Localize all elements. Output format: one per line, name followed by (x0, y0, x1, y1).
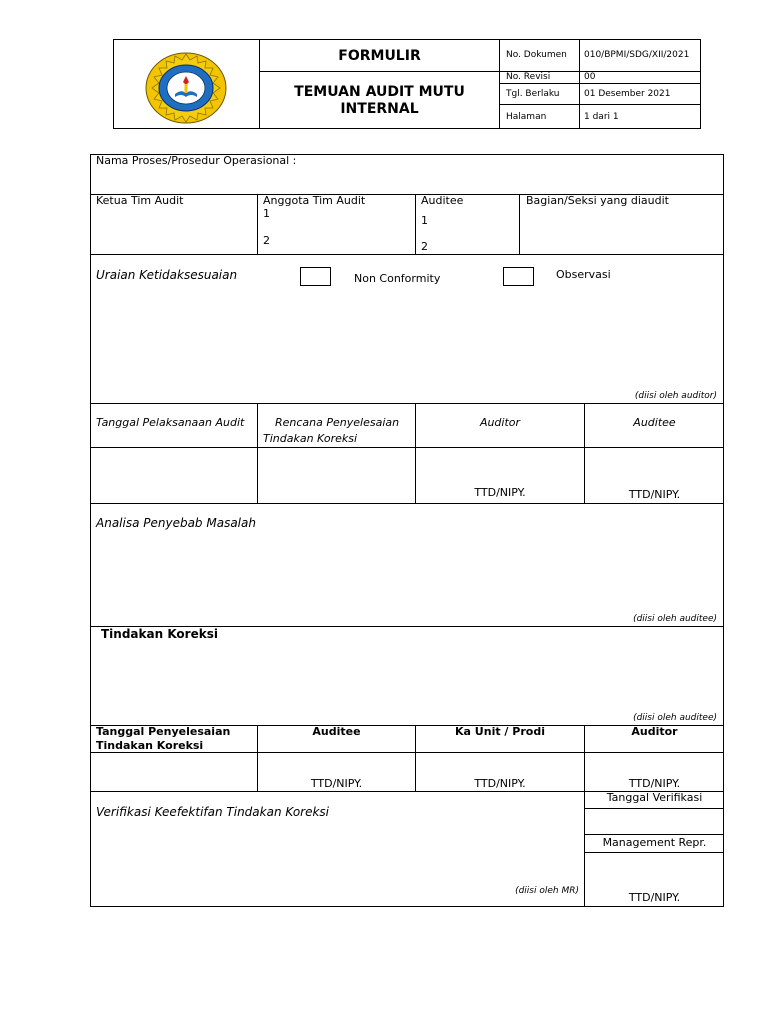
auditee-signature: TTD/NIPY. (310, 777, 363, 790)
verification-label: Verifikasi Keefektifan Tindakan Koreksi (96, 805, 330, 819)
row-divider (584, 834, 724, 835)
col-divider (519, 194, 520, 254)
header-divider (579, 39, 580, 129)
process-name-label: Nama Proses/Prosedur Operasional : (96, 154, 297, 167)
form-title-line-2: INTERNAL (340, 101, 419, 117)
audit-member-2: 2 (263, 234, 270, 247)
audit-lead-label: Ketua Tim Audit (96, 194, 184, 207)
observation-label: Observasi (556, 268, 611, 281)
form-label: FORMULIR (338, 48, 421, 64)
corrective-action-label: Tindakan Koreksi (101, 627, 218, 641)
observation-checkbox[interactable] (503, 267, 534, 286)
audit-members-label: Anggota Tim Audit (263, 194, 366, 207)
audited-department-label: Bagian/Seksi yang diaudit (526, 194, 669, 207)
row-divider (584, 852, 724, 853)
col-divider (257, 194, 258, 254)
root-cause-analysis-label: Analisa Penyebab Masalah (96, 516, 256, 530)
header-divider (259, 71, 500, 72)
verification-date-label: Tanggal Verifikasi (606, 791, 703, 804)
non-conformity-checkbox[interactable] (300, 267, 331, 286)
audit-member-1: 1 (263, 207, 270, 220)
non-conformity-label: Non Conformity (354, 272, 441, 285)
row-divider (90, 503, 724, 504)
meta-value-document-no: 010/BPMI/SDG/XII/2021 (584, 50, 690, 60)
auditee-2: 2 (421, 240, 428, 253)
filled-by-auditee-note: (diisi oleh auditee) (633, 713, 717, 723)
meta-label-revision: No. Revisi (506, 72, 551, 82)
meta-value-revision: 00 (584, 72, 596, 82)
filled-by-auditor-note: (diisi oleh auditor) (634, 391, 717, 401)
auditee-header: Auditee (633, 416, 676, 429)
completion-auditee-header: Auditee (312, 725, 361, 738)
institution-logo (145, 52, 227, 124)
row-divider (90, 403, 724, 404)
row-divider (90, 254, 724, 255)
auditee-label: Auditee (421, 194, 464, 207)
meta-value-page: 1 dari 1 (584, 112, 619, 122)
audit-date-header: Tanggal Pelaksanaan Audit (96, 416, 245, 429)
meta-label-effective-date: Tgl. Berlaku (506, 89, 560, 99)
management-representative-signature: TTD/NIPY. (628, 891, 681, 904)
auditee-signature: TTD/NIPY. (628, 488, 681, 501)
auditee-1: 1 (421, 214, 428, 227)
header-divider (499, 104, 701, 105)
meta-value-effective-date: 01 Desember 2021 (584, 89, 671, 99)
col-divider (415, 194, 416, 254)
unit-head-signature: TTD/NIPY. (474, 777, 526, 790)
nonconformity-description-label: Uraian Ketidaksesuaian (96, 268, 238, 282)
row-divider (90, 752, 724, 753)
correction-plan-header-line-2: Tindakan Koreksi (263, 432, 358, 445)
auditor-signature: TTD/NIPY. (628, 777, 681, 790)
row-divider (584, 808, 724, 809)
col-divider (257, 403, 258, 503)
auditor-header: Auditor (479, 416, 521, 429)
completion-auditor-header: Auditor (631, 725, 678, 738)
completion-date-header-line-1: Tanggal Penyelesaian (96, 725, 231, 738)
header-divider (499, 83, 701, 84)
completion-date-header-line-2: Tindakan Koreksi (96, 739, 204, 752)
row-divider (90, 447, 724, 448)
management-representative-label: Management Repr. (602, 836, 707, 849)
correction-plan-header-line-1: Rencana Penyelesaian (275, 416, 400, 429)
filled-by-mr-note: (diisi oleh MR) (515, 886, 579, 896)
form-title-line-1: TEMUAN AUDIT MUTU (294, 84, 465, 100)
auditor-signature: TTD/NIPY. (474, 486, 526, 499)
header-divider (499, 39, 500, 129)
completion-unit-head-header: Ka Unit / Prodi (455, 725, 545, 738)
meta-label-document-no: No. Dokumen (506, 50, 567, 60)
filled-by-auditee-note: (diisi oleh auditee) (633, 614, 717, 624)
meta-label-page: Halaman (506, 112, 547, 122)
